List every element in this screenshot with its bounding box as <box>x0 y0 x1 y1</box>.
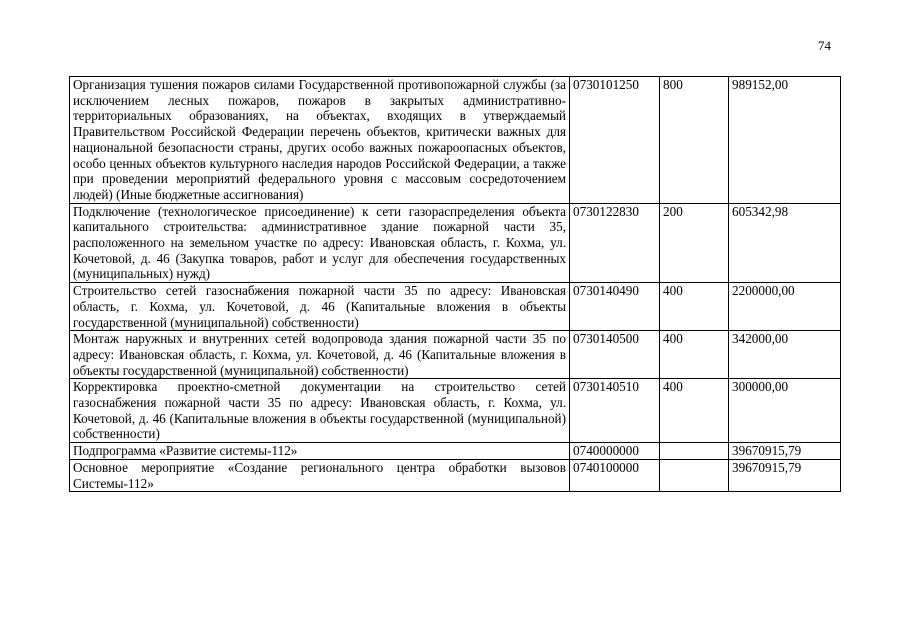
table-row <box>70 203 841 283</box>
expense-type-cell: 200 <box>660 203 729 283</box>
table-row <box>70 379 841 443</box>
table-row <box>70 459 841 491</box>
expense-name-cell: Строительство сетей газоснабжения пожарной части 35 по адресу: Ивановская область, г. Кохма, ул. Кочетовой, д. 46 (Капитальные вложения в объекты государственной (муниципальной) собственности) <box>70 283 570 331</box>
expense-type-cell <box>660 443 729 460</box>
target-code-cell: 0730140510 <box>570 379 660 443</box>
amount-cell: 39670915,79 <box>729 443 841 460</box>
target-code-cell: 0730101250 <box>570 77 660 204</box>
target-code-cell: 0730140490 <box>570 283 660 331</box>
expense-name-cell: Организация тушения пожаров силами Государственной противопожарной службы (за исключением лесных пожаров, пожаров в закрытых административно-территориальных образованиях, на объектах, входящих в утверждаемый Правительством Российской Федерации перечень объектов, критически важных для национальной безопасности страны, других особо важных пожароопасных объектов, особо ценных объектов культурного наследия народов Российской Федерации, а также при проведении мероприятий федерального уровня с массовым сосредоточением людей) (Иные бюджетные ассигнования) <box>70 77 570 204</box>
amount-cell: 989152,00 <box>729 77 841 204</box>
target-code-cell: 0740100000 <box>570 459 660 491</box>
target-code-cell: 0740000000 <box>570 443 660 460</box>
expense-type-cell <box>660 459 729 491</box>
amount-cell: 605342,98 <box>729 203 841 283</box>
table-row <box>70 443 841 460</box>
amount-cell: 342000,00 <box>729 331 841 379</box>
expense-name-cell: Монтаж наружных и внутренних сетей водопровода здания пожарной части 35 по адресу: Ивановская область, г. Кохма, ул. Кочетовой, д. 46 (Капитальные вложения в объекты государственной (муниципальной) собственности) <box>70 331 570 379</box>
target-code-cell: 0730140500 <box>570 331 660 379</box>
table-row <box>70 331 841 379</box>
budget-table <box>69 76 841 492</box>
expense-type-cell: 800 <box>660 77 729 204</box>
amount-cell: 300000,00 <box>729 379 841 443</box>
page-number: 74 <box>818 38 831 53</box>
expense-name-cell: Корректировка проектно-сметной документации на строительство сетей газоснабжения пожарной части 35 по адресу: Ивановская область, г. Кохма, ул. Кочетовой, д. 46 (Капитальные вложения в объекты государственной (муниципальной) собственности) <box>70 379 570 443</box>
table-row <box>70 77 841 204</box>
expense-name-cell: Подключение (технологическое присоединение) к сети газораспределения объекта капитального строительства: административное здание пожарной части 35, расположенного на земельном участке по адресу: Ивановская область, г. Кохма, ул. Кочетовой, д. 46 (Закупка товаров, работ и услуг для обеспечения государственных (муниципальных) нужд) <box>70 203 570 283</box>
amount-cell: 2200000,00 <box>729 283 841 331</box>
expense-name-cell: Основное мероприятие «Создание регионального центра обработки вызовов Системы-112» <box>70 459 570 491</box>
amount-cell: 39670915,79 <box>729 459 841 491</box>
table-row <box>70 283 841 331</box>
expense-type-cell: 400 <box>660 283 729 331</box>
target-code-cell: 0730122830 <box>570 203 660 283</box>
expense-type-cell: 400 <box>660 331 729 379</box>
expense-name-cell: Подпрограмма «Развитие системы-112» <box>70 443 570 460</box>
expense-type-cell: 400 <box>660 379 729 443</box>
